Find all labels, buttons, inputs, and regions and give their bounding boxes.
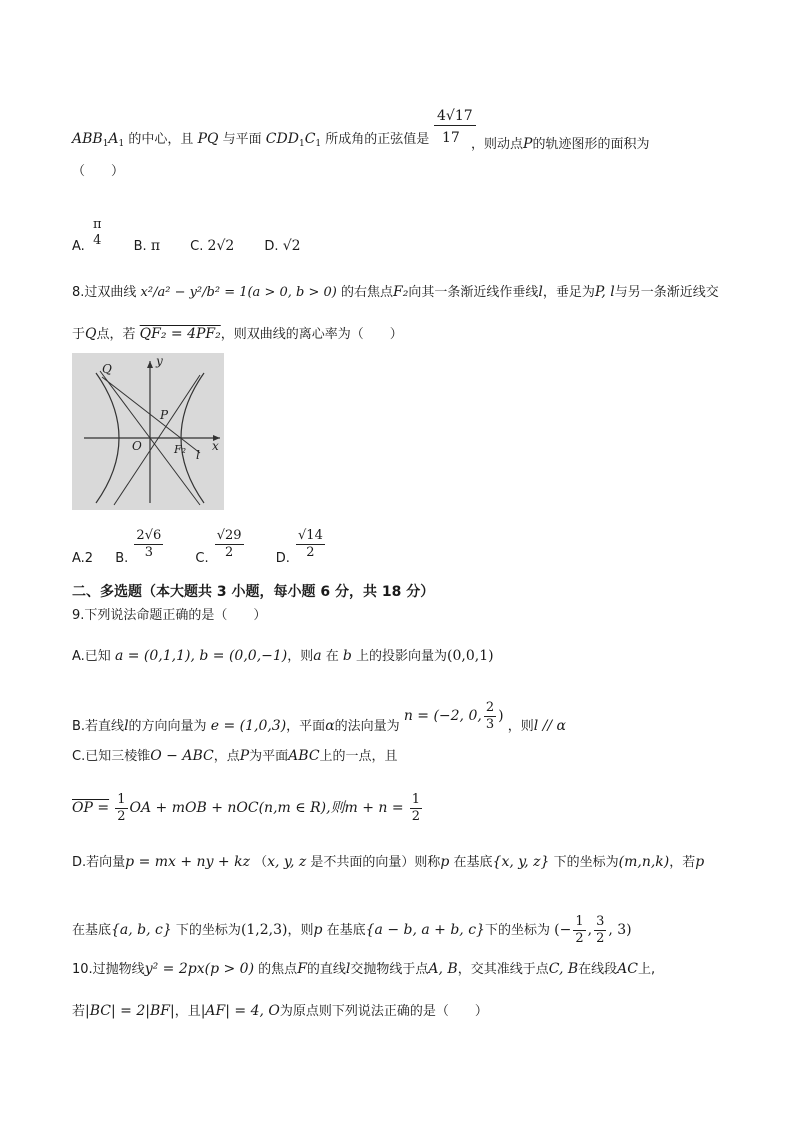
q8-line2a: 于 bbox=[72, 327, 86, 342]
q10-l2b: ，且 bbox=[174, 1004, 201, 1019]
q9-c-res-num: 1 bbox=[411, 792, 421, 807]
q9-d-pvec: p bbox=[440, 854, 450, 870]
q9-d-coord: 下的坐标为 bbox=[553, 855, 619, 870]
q9-c-pre: C.已知三棱锥 bbox=[72, 749, 151, 764]
q9-opt-a[interactable] bbox=[72, 647, 494, 666]
q10-line2 bbox=[72, 1002, 488, 1021]
q7-line1-end bbox=[471, 135, 649, 154]
q7-pq: PQ bbox=[197, 131, 219, 147]
q8-opt-b-den: 3 bbox=[144, 545, 153, 560]
q9-d2-f2 bbox=[594, 914, 606, 947]
hyperbola-figure bbox=[72, 353, 224, 510]
comma: , bbox=[587, 922, 593, 938]
q9-c-half-den: 2 bbox=[117, 809, 126, 824]
q9-b-n-tail: ) bbox=[498, 708, 504, 724]
q9-d2-f2d: 2 bbox=[596, 931, 605, 946]
q8-pl: P, l bbox=[594, 284, 615, 300]
q9-c-mid: ，点 bbox=[213, 749, 240, 764]
q8-text4: 与另一条渐近线交 bbox=[614, 285, 719, 300]
label-y: y bbox=[156, 354, 163, 368]
q10-l2a: 若 bbox=[72, 1004, 86, 1019]
q9-c-abc: ABC bbox=[288, 748, 320, 764]
q9-d2-f1n: 1 bbox=[575, 914, 584, 929]
sub-1c: 1 bbox=[298, 139, 305, 149]
q9-a-res: (0,0,1) bbox=[447, 648, 494, 664]
q7-point-p: P bbox=[523, 136, 533, 152]
q8-text1: 的右焦点 bbox=[340, 285, 393, 300]
q10-t2: 的直线 bbox=[306, 962, 346, 977]
q7-mid: 的中心，且 bbox=[128, 132, 194, 147]
label-l: l bbox=[196, 448, 200, 462]
q9-a-pre: A.已知 bbox=[72, 649, 111, 664]
q10-ac: AC bbox=[617, 961, 638, 977]
q9-b-n-lead: n = (−2, 0, bbox=[403, 708, 482, 724]
q10-lead: 10.过抛物线 bbox=[72, 962, 145, 977]
q9-d2-base: {a, b, c} bbox=[111, 922, 172, 938]
q9-b-n-frac bbox=[484, 700, 496, 733]
q10-l2c: 为原点则下列说法正确的是（ ） bbox=[279, 1004, 488, 1019]
q9-d2-in2: 在基底 bbox=[326, 923, 366, 938]
q8-line2 bbox=[72, 325, 403, 344]
q8-opt-a-text: A.2 bbox=[72, 551, 94, 566]
q10-eq: y² = 2px(p > 0) bbox=[144, 961, 255, 977]
q9-d-p: p = mx + ny + kz bbox=[125, 854, 250, 870]
sub-1b: 1 bbox=[118, 139, 125, 149]
q9-d-note: 是不共面的向量）则称 bbox=[310, 855, 441, 870]
q9-b-concl: l // α bbox=[533, 718, 566, 734]
q7-plane: 与平面 bbox=[222, 132, 262, 147]
q7-opt-d-label: D. bbox=[264, 239, 279, 254]
q10-f: F bbox=[297, 961, 307, 977]
y-arrow-icon bbox=[147, 361, 153, 368]
q7-paren: （ ） bbox=[72, 164, 125, 179]
q7-opt-a-pi: π bbox=[92, 217, 102, 232]
section-title: 二、多选题（本大题共 3 小题，每小题 6 分，共 18 分） bbox=[72, 584, 435, 600]
q9-d2-val: (1,2,3) bbox=[240, 922, 288, 938]
q8-opt-c-den: 2 bbox=[225, 545, 234, 560]
q9-c-eq-lead: OP = bbox=[72, 800, 110, 816]
q8-line2c: ，则双曲线的离心率为（ ） bbox=[220, 327, 403, 342]
q9-d-base1: {x, y, z} bbox=[492, 854, 550, 870]
q8-opt-b-label: B. bbox=[115, 551, 129, 566]
q9-d2-coord: 下的坐标为 bbox=[175, 923, 241, 938]
q7-line1 bbox=[72, 130, 429, 153]
q8-text3: ，垂足为 bbox=[542, 285, 595, 300]
q8-opt-c-label: C. bbox=[195, 551, 209, 566]
q9-b-alpha: α bbox=[325, 718, 335, 734]
q7-abb: ABB bbox=[72, 131, 103, 147]
q7-cdd: CDD bbox=[265, 131, 299, 147]
q8-vec-eq: QF₂ = 4PF₂ bbox=[139, 326, 221, 342]
q8-opt-d-den: 2 bbox=[306, 545, 315, 560]
q7-a: A bbox=[108, 131, 119, 147]
q9-b-n-den: 3 bbox=[485, 717, 495, 732]
q9-d2-res-lead: (− bbox=[554, 922, 572, 938]
q8-opt-c[interactable] bbox=[195, 528, 245, 568]
q8-opt-b-num: 2√6 bbox=[136, 528, 162, 543]
q9-d-if: ，若 bbox=[669, 855, 696, 870]
q7-opt-b-val: π bbox=[150, 238, 161, 254]
q9-b-plane: ，平面 bbox=[286, 719, 326, 734]
q7-frac-num: 4√17 bbox=[434, 107, 476, 126]
q9-d-in: 在基底 bbox=[453, 855, 493, 870]
q9-a-on: 在 bbox=[325, 649, 339, 664]
q9-b-end: ，则 bbox=[507, 719, 534, 734]
q7-opt-a-frac bbox=[91, 217, 104, 249]
q7-opt-c-val: 2√2 bbox=[207, 238, 235, 254]
q10-t6: 上, bbox=[638, 962, 656, 977]
q8-line1 bbox=[72, 283, 719, 302]
q9-c-equation bbox=[72, 792, 424, 825]
q7-options bbox=[72, 217, 301, 256]
q9-d2-res-tail: , 3) bbox=[608, 922, 632, 938]
q9-opt-d[interactable] bbox=[72, 853, 704, 872]
q9-b-l: l bbox=[124, 718, 129, 734]
q10-af: |AF| = 4, O bbox=[200, 1003, 280, 1019]
q7-opt-a-four: 4 bbox=[93, 233, 102, 248]
q9-a-a: a bbox=[313, 648, 322, 664]
q9-c-plane: 为平面 bbox=[249, 749, 289, 764]
q9-a-b: b bbox=[342, 648, 352, 664]
q8-lead: 8.过双曲线 bbox=[72, 285, 137, 300]
label-x: x bbox=[212, 439, 219, 453]
q7-opt-b[interactable] bbox=[134, 237, 160, 256]
q9-b-n-num: 2 bbox=[485, 700, 495, 715]
q9-d2-f2n: 3 bbox=[596, 914, 605, 929]
q9-b-norm: 的法向量为 bbox=[334, 719, 400, 734]
label-p: P bbox=[160, 408, 169, 422]
q7-end2: 的轨迹图形的面积为 bbox=[532, 137, 650, 152]
q10-t4: ，交其准线于点 bbox=[457, 962, 549, 977]
q8-f2: F₂ bbox=[392, 284, 409, 300]
q9-b-dir: 的方向向量为 bbox=[128, 719, 207, 734]
q9-d-line2 bbox=[72, 914, 632, 947]
q8-l: l bbox=[538, 284, 543, 300]
q9-d2-base2: {a − b, a + b, c} bbox=[365, 922, 485, 938]
q9-d-pre: D.若向量 bbox=[72, 855, 126, 870]
q9-d2-in: 在基底 bbox=[72, 923, 112, 938]
q9-c-tetra: O − ABC bbox=[150, 748, 214, 764]
q8-options bbox=[72, 528, 327, 568]
label-o: O bbox=[132, 439, 142, 453]
q9-c-p: P bbox=[239, 748, 250, 764]
q8-opt-d-frac bbox=[296, 528, 325, 561]
q8-opt-c-num: √29 bbox=[216, 528, 242, 543]
q8-q: Q bbox=[85, 326, 97, 342]
q9-stem: 9.下列说法命题正确的是（ ） bbox=[72, 608, 267, 623]
q9-opt-c[interactable] bbox=[72, 747, 398, 766]
q9-d-p2: p bbox=[695, 854, 705, 870]
q8-curve: x²/a² − y²/b² = 1(a > 0, b > 0) bbox=[140, 285, 337, 300]
q7-fraction-den bbox=[442, 129, 460, 148]
q8-opt-c-frac bbox=[215, 528, 244, 561]
q9-c-eq-rest: OA + mOB + nOC(n,m ∈ R),则m + n = bbox=[129, 800, 404, 816]
q9-a-tail: 上的投影向量为 bbox=[356, 649, 448, 664]
hyperbola-svg bbox=[72, 353, 224, 510]
q8-opt-d-label: D. bbox=[275, 551, 290, 566]
q9-d-paren: （ bbox=[254, 855, 268, 870]
q8-opt-d[interactable] bbox=[276, 528, 327, 568]
q10-t1: 的焦点 bbox=[258, 962, 298, 977]
q7-tail: 所成角的正弦值是 bbox=[325, 132, 430, 147]
q10-line1 bbox=[72, 960, 655, 979]
q8-opt-a[interactable] bbox=[72, 550, 93, 568]
q7-fraction-num bbox=[434, 107, 476, 126]
label-q: Q bbox=[102, 362, 112, 376]
q9-d2-f1 bbox=[573, 914, 585, 947]
q7-opt-a-label: A. bbox=[72, 239, 85, 254]
q9-d2-f1d: 2 bbox=[575, 931, 584, 946]
q9-b-pre: B.若直线 bbox=[72, 719, 125, 734]
q8-opt-b[interactable] bbox=[115, 528, 165, 568]
q10-t5: 在线段 bbox=[578, 962, 618, 977]
q9-d-basis: x, y, z bbox=[267, 854, 307, 870]
q7-opt-a[interactable] bbox=[72, 217, 105, 256]
q8-text2: 向其一条渐近线作垂线 bbox=[408, 285, 539, 300]
q7-frac-den: 17 bbox=[442, 130, 460, 146]
asymptote-2 bbox=[114, 375, 200, 505]
q9-d-mnk: (m,n,k) bbox=[618, 854, 670, 870]
q10-ab: A, B bbox=[428, 961, 458, 977]
q10-cond: |BC| = 2|BF| bbox=[85, 1003, 175, 1019]
q9-opt-b[interactable] bbox=[72, 700, 566, 736]
q9-c-half-num: 1 bbox=[117, 792, 126, 807]
label-f2: F₂ bbox=[174, 443, 187, 456]
q7-end: ，则动点 bbox=[471, 137, 524, 152]
q9-d2-then: ，则 bbox=[287, 923, 314, 938]
q9-a-mid: ，则 bbox=[287, 649, 314, 664]
q10-t3: 交抛物线于点 bbox=[350, 962, 429, 977]
q9-c-tail: 上的一点，且 bbox=[319, 749, 398, 764]
q9-c-res bbox=[410, 792, 422, 825]
q9-a-vec: a = (0,1,1), b = (0,0,−1) bbox=[114, 648, 288, 664]
q9-c-half bbox=[115, 792, 127, 825]
sub-1d: 1 bbox=[315, 139, 322, 149]
q8-opt-b-frac bbox=[134, 528, 163, 561]
q9-d2-p: p bbox=[313, 922, 323, 938]
q9-b-e: e = (1,0,3) bbox=[210, 718, 287, 734]
q10-l: l bbox=[345, 961, 351, 977]
q8-opt-d-num: √14 bbox=[298, 528, 323, 543]
q7-opt-c-label: C. bbox=[190, 239, 204, 254]
q10-cb: C, B bbox=[548, 961, 579, 977]
q7-opt-d[interactable] bbox=[264, 237, 300, 256]
q7-opt-d-val: √2 bbox=[282, 238, 301, 254]
q9-c-res-den: 2 bbox=[411, 809, 421, 824]
q7-c: C bbox=[304, 131, 316, 147]
q8-line2b: 点，若 bbox=[96, 327, 136, 342]
q7-opt-c[interactable] bbox=[190, 237, 234, 256]
sub-1: 1 bbox=[102, 139, 109, 149]
q9-d2-coord2: 下的坐标为 bbox=[484, 923, 550, 938]
q7-opt-b-label: B. bbox=[133, 239, 147, 254]
